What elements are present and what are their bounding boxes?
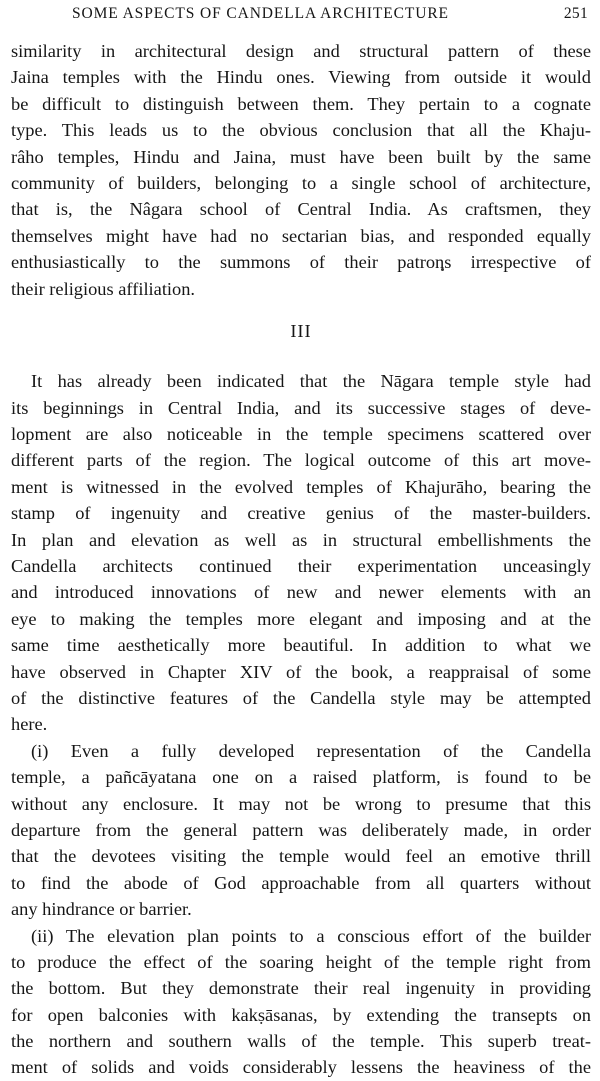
text-line: for open balconies with kakṣāsanas, by extending the transepts on	[11, 1004, 591, 1025]
text-line: the bottom. But they demonstrate their real ingenuity in providing	[11, 978, 591, 999]
text-line: their religious affiliation.	[11, 278, 196, 299]
text-line: râho temples, Hindu and Jaina, must have been built by the same	[11, 146, 591, 167]
paragraph-intro	[11, 368, 591, 737]
text-line: community of builders, belonging to a single school of architecture,	[11, 172, 591, 193]
text-line: same time aesthetically more beautiful. In addition to what we	[11, 635, 591, 656]
paragraph-point-ii	[11, 923, 591, 1081]
text-line: departure from the general pattern was deliberately made, in order	[11, 819, 591, 840]
text-line: ment is witnessed in the evolved temples of Khajurāho, bearing the	[11, 476, 591, 497]
text-line: any hindrance or barrier.	[11, 899, 192, 920]
running-title: SOME ASPECTS OF CANDELLA ARCHITECTURE	[72, 5, 449, 22]
text-line: type. This leads us to the obvious conclusion that all the Khaju-	[11, 120, 591, 141]
text-line: enthusiastically to the summons of their patrons irrespective of	[11, 252, 591, 273]
text-line: similarity in architectural design and structural pattern of these	[11, 41, 591, 61]
paragraph-point-i	[11, 738, 591, 923]
text-line: different parts of the region. The logical outcome of this art move-	[11, 450, 591, 471]
paragraph-continued	[11, 38, 591, 302]
text-line: eye to making the temples more elegant and imposing and at the	[11, 608, 591, 629]
text-line: be difficult to distinguish between them. They pertain to a cognate	[11, 93, 591, 114]
text-line: stamp of ingenuity and creative genius of the master-builders.	[11, 503, 591, 524]
text-line: have observed in Chapter XIV of the book, a reappraisal of some	[11, 661, 591, 682]
text-line: and introduced innovations of new and newer elements with an	[11, 582, 591, 603]
running-head	[12, 5, 588, 29]
text-line: Jaina temples with the Hindu ones. Viewing from outside it would	[11, 67, 591, 88]
text-line: to produce the effect of the soaring height of the temple right from	[11, 951, 591, 972]
text-line: of the distinctive features of the Candella style may be attempted	[11, 687, 591, 708]
text-line: without any enclosure. It may not be wrong to presume that this	[11, 793, 591, 814]
text-line: to find the abode of God approachable from all quarters without	[11, 872, 591, 893]
text-line: (ii) The elevation plan points to a conscious effort of the builder	[31, 925, 591, 946]
text-line: its beginnings in Central India, and its successive stages of deve-	[11, 397, 591, 418]
page-number: 251	[563, 5, 588, 22]
text-line: that is, the Nâgara school of Central India. As craftsmen, they	[11, 199, 591, 220]
text-line: the northern and southern walls of the temple. This superb treat-	[11, 1031, 591, 1052]
text-line: that the devotees visiting the temple would feel an emotive thrill	[11, 846, 591, 867]
text-line: themselves might have had no sectarian bias, and responded equally	[11, 225, 591, 246]
section-heading: III	[290, 320, 312, 341]
body-text	[11, 38, 591, 1081]
text-line: ment of solids and voids considerably lessens the heaviness of the	[11, 1057, 591, 1078]
text-line: here.	[11, 714, 48, 735]
text-line: Candella architects continued their experimentation unceasingly	[11, 556, 591, 577]
text-line: It has already been indicated that the Nāgara temple style had	[31, 371, 591, 392]
text-line: (i) Even a fully developed representation of the Candella	[31, 740, 591, 761]
text-line: temple, a pañcāyatana one on a raised platform, is found to be	[11, 767, 591, 788]
text-line: In plan and elevation as well as in structural embellishments the	[11, 529, 591, 550]
text-line: lopment are also noticeable in the temple specimens scattered over	[11, 424, 591, 445]
